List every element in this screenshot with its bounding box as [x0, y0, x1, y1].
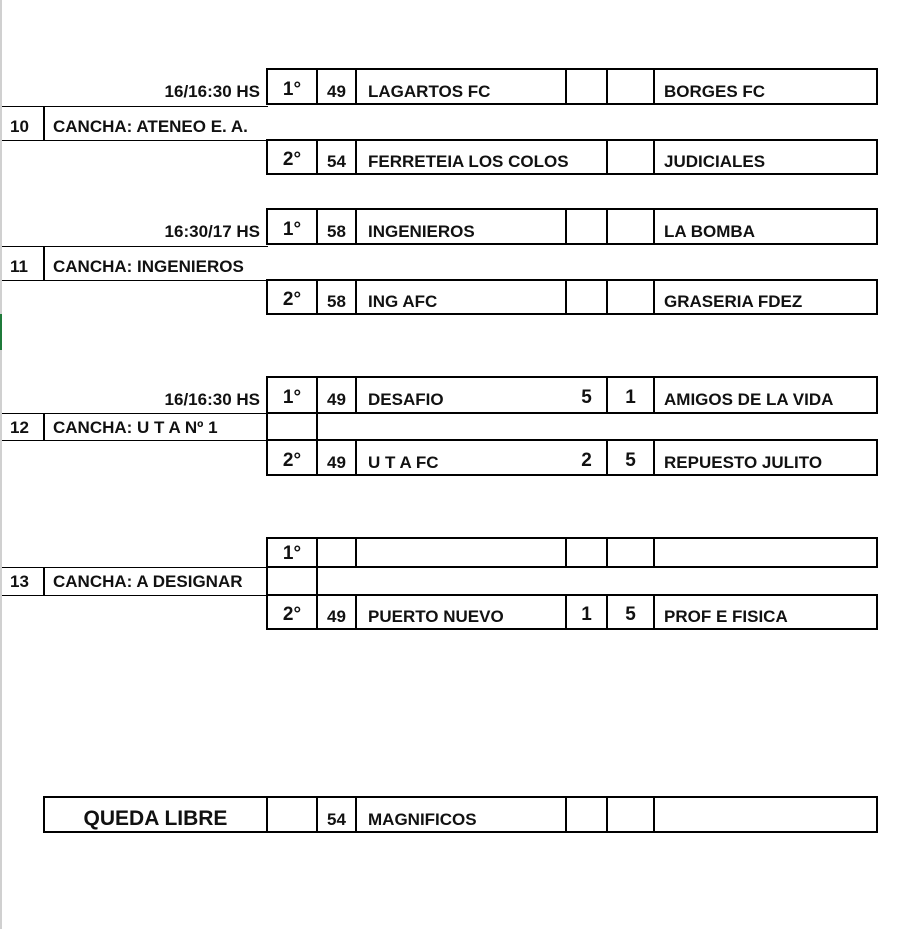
- field-name: CANCHA: INGENIEROS: [53, 257, 244, 276]
- home-score: 5: [581, 387, 592, 408]
- home-team: ING AFC: [368, 292, 438, 311]
- field-number: 11: [10, 257, 28, 276]
- away-score: 5: [625, 604, 636, 625]
- away-team: REPUESTO JULITO: [664, 453, 823, 472]
- category-cell: 54: [327, 152, 346, 171]
- field-name: CANCHA: U T A Nº 1: [53, 418, 218, 437]
- field-name: CANCHA: ATENEO E. A.: [53, 117, 248, 136]
- home-team: FERRETEIA LOS COLOS: [368, 152, 569, 171]
- category-cell: 54: [327, 810, 346, 829]
- home-team: DESAFIO: [368, 390, 444, 409]
- division-label: 2°: [282, 450, 302, 471]
- division-label: 2°: [282, 604, 302, 625]
- away-team: AMIGOS DE LA VIDA: [664, 390, 834, 409]
- field-name: CANCHA: A DESIGNAR: [53, 572, 243, 591]
- match-time: 16:30/17 HS: [164, 222, 260, 241]
- home-team: LAGARTOS FC: [368, 82, 491, 101]
- home-team: PUERTO NUEVO: [368, 607, 504, 626]
- away-team: PROF E FISICA: [664, 607, 788, 626]
- away-score: 5: [625, 450, 636, 471]
- away-team: LA BOMBA: [664, 222, 755, 241]
- bye-label: QUEDA LIBRE: [83, 807, 228, 830]
- category-cell: 58: [327, 222, 346, 241]
- away-team: BORGES FC: [664, 82, 766, 101]
- home-team: U T A FC: [368, 453, 439, 472]
- bye-team: MAGNIFICOS: [368, 810, 477, 829]
- category-cell: 49: [327, 607, 346, 626]
- division-label: 2°: [282, 149, 302, 170]
- division-label: 1°: [282, 79, 302, 100]
- division-label: 1°: [282, 219, 302, 240]
- away-team: GRASERIA FDEZ: [664, 292, 803, 311]
- division-label: 1°: [282, 543, 302, 564]
- category-cell: 58: [327, 292, 346, 311]
- away-team: JUDICIALES: [664, 152, 766, 171]
- selection-marker: [0, 314, 2, 350]
- home-score: 1: [581, 604, 592, 625]
- away-score: 1: [625, 387, 636, 408]
- field-number: 13: [10, 572, 29, 591]
- category-cell: 49: [327, 82, 346, 101]
- home-score: 2: [581, 450, 592, 471]
- match-time: 16/16:30 HS: [164, 82, 260, 101]
- field-number: 12: [10, 418, 29, 437]
- field-number: 10: [10, 117, 29, 136]
- division-label: 1°: [282, 387, 302, 408]
- match-time: 16/16:30 HS: [164, 390, 260, 409]
- category-cell: 49: [327, 390, 346, 409]
- division-label: 2°: [282, 289, 302, 310]
- home-team: INGENIEROS: [368, 222, 475, 241]
- category-cell: 49: [327, 453, 346, 472]
